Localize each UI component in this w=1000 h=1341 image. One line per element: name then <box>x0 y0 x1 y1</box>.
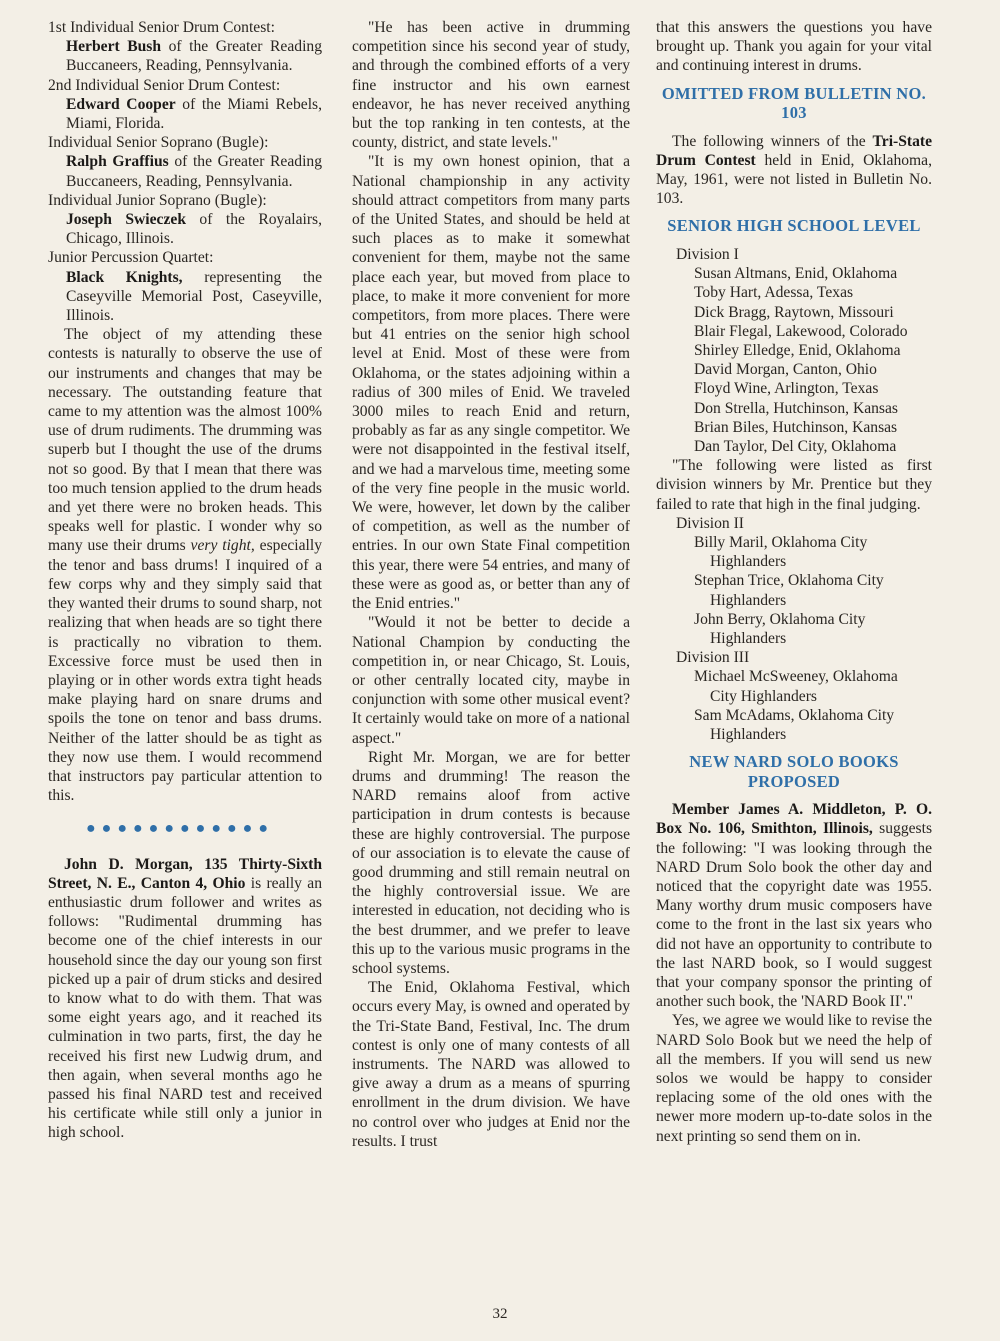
result-winner <box>48 152 322 190</box>
winner-detail: representing the Caseyville Memorial Post, Caseyville, Illinois. <box>66 268 322 325</box>
page-number: 32 <box>492 1306 508 1322</box>
list-item-continued: City Highlanders <box>710 687 817 705</box>
letter-author: John D. Morgan, 135 Thirty-Sixth Street, N. E., Canton 4, Ohio <box>48 855 322 892</box>
list-item: Stephan Trice, Oklahoma City <box>694 572 884 590</box>
list-item: Dick Bragg, Raytown, Missouri <box>694 303 894 321</box>
winner-name: Edward Cooper <box>66 95 176 113</box>
list-item: Dan Taylor, Del City, Oklahoma <box>694 437 897 455</box>
paragraph-text: is really an enthusiastic drum follower and writes as follows: "Rudimental drumming has become one of the chief interests in our household since the day our young son first picked up a pair of drum sticks and desired to know what to do with them. That was some eight years ago, and it reached its culmination in two parts, first, the day he received his first new Ludwig drum, and then again, when several months ago he passed his final NARD test and received his certificate while still only a junior in high school. <box>48 874 322 1142</box>
list-item: Blair Flegal, Lakewood, Colorado <box>694 322 908 340</box>
list-item: Sam McAdams, Oklahoma City <box>694 706 895 724</box>
result-winner <box>48 95 322 133</box>
winner-name: Black Knights, <box>66 268 183 286</box>
list-item-continued: Highlanders <box>710 553 787 571</box>
division-heading: Division III <box>676 649 750 667</box>
result-winner <box>48 37 322 75</box>
list-item: Susan Altmans, Enid, Oklahoma <box>694 265 898 283</box>
list-item: Shirley Elledge, Enid, Oklahoma <box>694 341 901 359</box>
section-heading-omitted: OMITTED FROM BULLETIN NO. 103 <box>661 83 927 123</box>
section-divider-dots: ●●●●●●●●●●●● <box>86 820 274 838</box>
winner-name: Joseph Swieczek <box>66 211 186 229</box>
paragraph-middleton-letter <box>656 800 932 1011</box>
list-item-continued: Highlanders <box>710 591 787 609</box>
division-3-list <box>656 667 932 744</box>
result-contest: 1st Individual Senior Drum Contest: <box>48 19 275 36</box>
contest-results <box>48 18 322 325</box>
column-1 <box>48 18 322 1143</box>
paragraph: "He has been active in drumming competition since his second year of study, and through the combined efforts of a very fine instructor and his own earnest endeavor, he has never received anything but the top ranking in ten contests, at the county, district, and state levels." <box>352 19 630 152</box>
winner-name: Ralph Graffius <box>66 153 169 171</box>
list-item: David Morgan, Canton, Ohio <box>694 361 877 379</box>
list-item-continued: Highlanders <box>710 726 787 743</box>
list-item: Brian Biles, Hutchinson, Kansas <box>694 418 898 436</box>
division-heading: Division II <box>676 514 745 532</box>
winner-detail: of the Miami Rebels, Miami, Florida. <box>66 95 322 133</box>
division-2-list <box>656 533 932 648</box>
division-1-list <box>656 264 932 456</box>
division-heading: Division I <box>676 245 739 263</box>
column-2 <box>352 18 630 1151</box>
letter-author: Member James A. Middleton, P. O. Box No. 106, Smithton, Illinois, <box>656 801 932 838</box>
winner-name: Herbert Bush <box>66 38 162 56</box>
paragraph: The Enid, Oklahoma Festival, which occurs every May, is owned and operated by the Tri-State Band, Festival, Inc. The drum contest is only one of many contests of all instruments. The NARD was allowed to give away a drum as a means of spurring enrollment in the drum division. We have no control over who judges at Enid nor the results. I trust <box>352 979 630 1150</box>
paragraph-text: especially the tenor and bass drums! I inquired of a few corps why and they simply said that they wanted their drums to sound sharp, not realizing that when heads are so tight there is practically no vibration to them. Excessive force must be used then in playing or in other words extra tight heads make playing hard on snare drums and spoils the tone on tenor and bass drums. Neither of the latter should be as tight as they now use them. I would recommend that instructors pay particular attention to this. <box>48 537 322 805</box>
paragraph-text: The object of my attending these contests is naturally to observe the use of our instruments and changes that may be necessary. The outstanding feature that came to my attention was the almost 100% use of drum rudiments. The drumming was superb but I thought the use of the drums not so good. By that I mean that there was too much tension applied to the drum heads and yet there were no broken heads. This speaks well for plastic. I wonder why so many use their drums <box>48 326 322 555</box>
list-item: Floyd Wine, Arlington, Texas <box>694 380 879 398</box>
result-winner <box>48 210 322 248</box>
list-item-continued: Highlanders <box>710 629 787 647</box>
section-heading-senior-high: SENIOR HIGH SCHOOL LEVEL <box>667 216 921 236</box>
paragraph: "Would it not be better to decide a National Champion by conducting the competition in, or near Chicago, St. Louis, or other centrally located city, maybe in conjunction with some other musical event? It certainly would take on more of a national aspect." <box>352 614 630 747</box>
section-heading-solo-books: NEW NARD SOLO BOOKS PROPOSED <box>689 752 899 791</box>
paragraph: that this answers the questions you have brought up. Thank you again for your vital and continuing interest in drums. <box>656 19 932 75</box>
paragraph <box>656 132 932 209</box>
paragraph: "It is my own honest opinion, that a National championship in any activity should attract competitors from many parts of the United States, and should be held at such places as to make it somewhat convenient for them, maybe not the same place each year, but moved from place to place, to make it more convenient for more competitors, from more places. There were but 41 entries on the senior high school level at Enid. Most of these were from Oklahoma, or the states adjoining within a radius of 300 miles of Enid. We traveled 3000 miles to reach Enid and return, probably as far as any single competitor. We were not disappointed in the festival itself, and we had a marvelous time, meeting some of the very fine people in the music world. We were, however, let down by the caliber of competition, as well as the number of entries. In our own State Final competition this year, there were 54 entries, and many of these were as good as, or better than any of the Enid entries." <box>352 153 630 613</box>
result-contest: Individual Senior Soprano (Bugle): <box>48 134 269 152</box>
paragraph-morgan-letter <box>48 855 322 1143</box>
winner-detail: of the Greater Reading Buccaneers, Reading, Pennsylvania. <box>66 153 322 190</box>
paragraph-text: suggests the following: "I was looking through the NARD Drum Solo book the other day and noticed that the copyright date was 1955. Many worthy drum music composers have come to the front in the last six years who did not have an opportunity to contribute to the last NARD book, so I would suggest that your company sponsor the printing of another such book, the 'NARD Book II'." <box>656 820 933 1011</box>
result-winner <box>48 268 322 326</box>
list-item: Billy Maril, Oklahoma City <box>694 533 868 551</box>
list-item: John Berry, Oklahoma City <box>694 610 866 628</box>
paragraph-text: The following winners of the <box>672 132 873 150</box>
list-item: Michael McSweeney, Oklahoma <box>694 668 898 686</box>
contest-name: Tri-State Drum Contest <box>656 132 932 169</box>
paragraph-text: held in Enid, Oklahoma, May, 1961, were not listed in Bulletin No. 103. <box>656 151 932 208</box>
winner-detail: of the Royalairs, Chicago, Illinois. <box>66 211 323 248</box>
emphasis-text: very tight, <box>190 537 255 555</box>
list-item: Don Strella, Hutchinson, Kansas <box>694 399 898 417</box>
column-3 <box>656 18 932 1146</box>
result-contest: Junior Percussion Quartet: <box>48 249 214 267</box>
winner-detail: of the Greater Reading Buccaneers, Reading, Pennsylvania. <box>66 38 322 75</box>
list-item: Toby Hart, Adessa, Texas <box>694 284 854 302</box>
paragraph: Yes, we agree we would like to revise the NARD Solo Book but we need the help of all the members. If you will send us new solos we would be happy to consider replacing some of the old ones with the newer more modern up-to-date solos in the next printing so send them on in. <box>656 1012 932 1145</box>
result-contest: 2nd Individual Senior Drum Contest: <box>48 76 281 94</box>
paragraph: Right Mr. Morgan, we are for better drums and drumming! The reason the NARD remains aloof from active participation in drum contests is because these are highly controversial. The purpose of our association is to elevate the cause of good drumming and still remain neutral on the highly controversial issue. We are interested in education, not deciding who is the best drummer, and we prefer to leave this up to the various music programs in the school systems. <box>352 748 630 977</box>
paragraph-observations <box>48 325 322 805</box>
paragraph: "The following were listed as first division winners by Mr. Prentice but they failed to rate that high in the final judging. <box>656 457 932 513</box>
result-contest: Individual Junior Soprano (Bugle): <box>48 191 267 209</box>
